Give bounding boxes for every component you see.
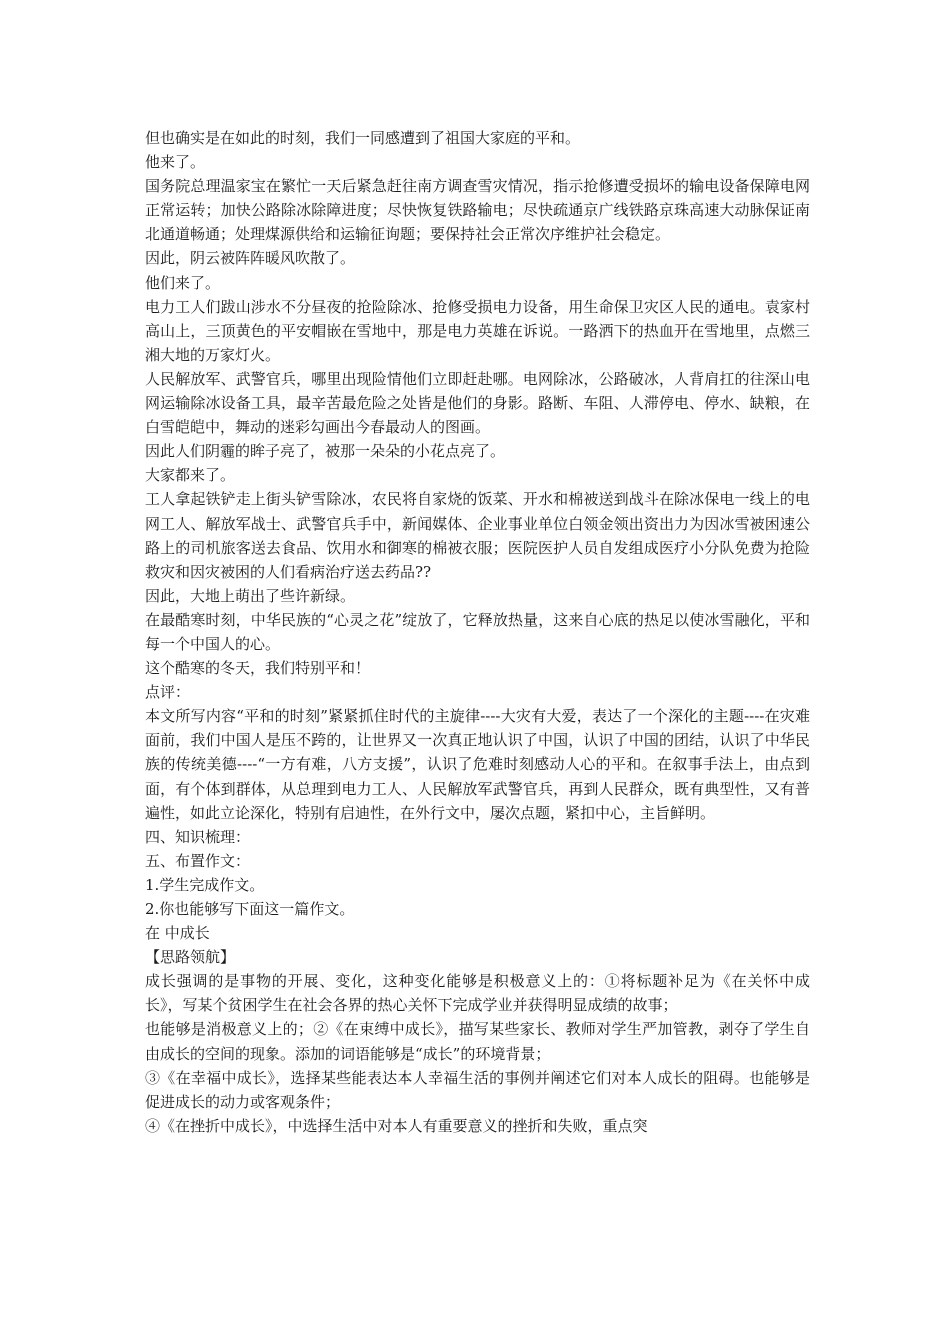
paragraph: 因此人们阴霾的眸子亮了，被那一朵朵的小花点亮了。: [145, 442, 506, 461]
paragraph: 四、知识梳理：: [145, 827, 251, 846]
paragraph: 也能够是消极意义上的；②《在束缚中成长》，描写某些家长、教师对学生严加管教，剥夺了学生自由成长的空间的现象。添加的词语能够是“成长”的环境背景；: [145, 1020, 810, 1063]
paragraph: 因此，大地上萌出了些许新绿。: [145, 586, 356, 605]
paragraph: 电力工人们跋山涉水不分昼夜的抢险除冰、抢修受损电力设备，用生命保卫灾区人民的通电。袁家村高山上，三顶黄色的平安帽嵌在雪地中，那是电力英雄在诉说。一路洒下的热血开在雪地里，点燃三湘大地的万家灯火。: [145, 297, 810, 364]
paragraph: 【思路领航】: [145, 948, 236, 967]
paragraph: 但也确实是在如此的时刻，我们一同感遭到了祖国大家庭的平和。: [145, 129, 581, 147]
paragraph: 他来了。: [145, 153, 206, 172]
paragraph: 本文所写内容“平和的时刻”紧紧抓住时代的主旋律----大灾有大爱，表达了一个深化的主题----在灾难面前，我们中国人是压不跨的，让世界又一次真正地认识了中国，认识了中国的团结，认识了中华民族的传统美德----“一方有难，八方支援”，认识了危难时刻感动人心的平和。在叙事手法上，由点到面，有个体到群体，从总理到电力工人、人民解放军武警官兵，再到人民群众，既有典型性，又有普遍性，如此立论深化，特别有启迪性，在外行文中，屡次点题，紧扣中心，主旨鲜明。: [145, 707, 810, 822]
paragraph: 他们来了。: [145, 273, 221, 292]
paragraph: 国务院总理温家宝在繁忙一天后紧急赶往南方调查雪灾情况，指示抢修遭受损坏的输电设备保障电网正常运转；加快公路除冰除障进度；尽快恢复铁路输电；尽快疏通京广线铁路京珠高速大动脉保证南北通道畅通；处理煤源供给和运输征询题；要保持社会正常次序维护社会稳定。: [145, 177, 810, 244]
paragraph: 2.你也能够写下面这一篇作文。: [145, 900, 355, 918]
paragraph: 五、布置作文：: [145, 851, 251, 870]
paragraph: 因此，阴云被阵阵暖风吹散了。: [145, 249, 356, 268]
paragraph: 这个酷寒的冬天，我们特别平和！: [145, 659, 371, 678]
paragraph: 工人拿起铁铲走上街头铲雪除冰，农民将自家烧的饭菜、开水和棉被送到战斗在除冰保电一线上的电网工人、解放军战士、武警官兵手中，新闻媒体、企业事业单位白领金领出资出力为因冰雪被困速公路上的司机旅客送去食品、饮用水和御寒的棉被衣服；医院医护人员自发组成医疗小分队免费为抢险救灾和因灾被困的人们看病治疗送去药品??: [145, 490, 810, 581]
paragraph: 成长强调的是事物的开展、变化，这种变化能够是积极意义上的：①将标题补足为《在关怀中成长》，写某个贫困学生在社会各界的热心关怀下完成学业并获得明显成绩的故事；: [145, 972, 810, 1015]
paragraph: ③《在幸福中成长》，选择某些能表达本人幸福生活的事例并阐述它们对本人成长的阻碍。也能够是促进成长的动力或客观条件；: [145, 1068, 810, 1111]
paragraph: 1.学生完成作文。: [145, 875, 265, 894]
paragraph: 在最酷寒时刻，中华民族的“心灵之花”绽放了，它释放热量，这来自心底的热足以使冰雪融化，平和每一个中国人的心。: [145, 610, 810, 653]
paragraph: 点评：: [145, 683, 191, 702]
paragraph: 人民解放军、武警官兵，哪里出现险情他们立即赶赴哪。电网除冰，公路破冰，人背肩扛的往深山电网运输除冰设备工具，最辛苦最危险之处皆是他们的身影。路断、车阻、人滞停电、停水、缺粮，在白雪皑皑中，舞动的迷彩勾画出今春最动人的图画。: [145, 369, 810, 437]
paragraph: 在 中成长: [145, 924, 210, 943]
document-body: [145, 126, 810, 1138]
paragraph: 大家都来了。: [145, 466, 236, 485]
paragraph: ④《在挫折中成长》，中选择生活中对本人有重要意义的挫折和失败，重点突: [145, 1116, 648, 1135]
